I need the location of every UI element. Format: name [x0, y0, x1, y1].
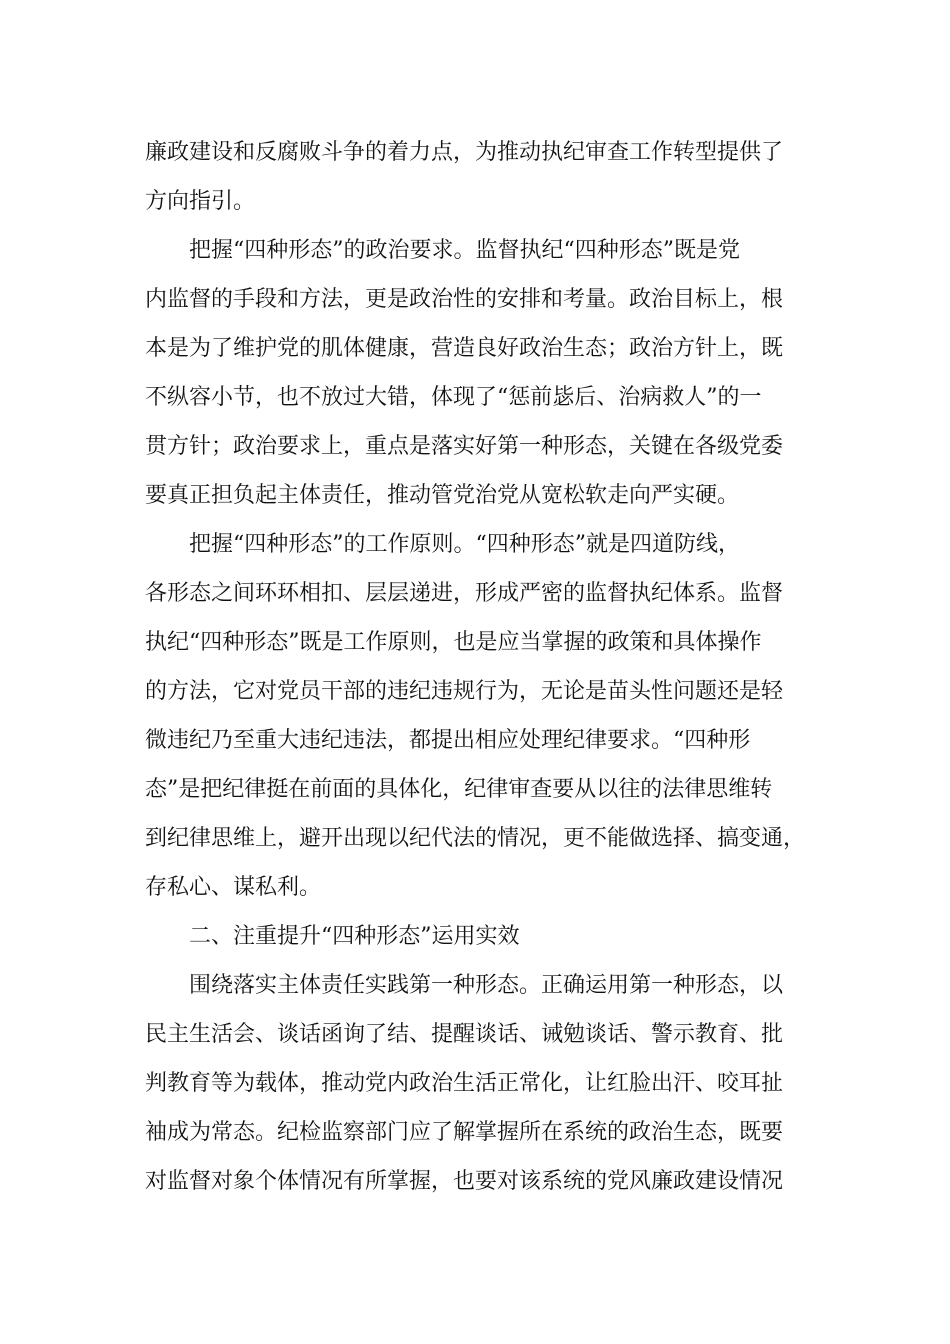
text-line: 民主生活会、谈话函询了结、提醒谈话、诫勉谈话、警示教育、批: [145, 1022, 784, 1047]
text-line: 廉政建设和反腐败斗争的着力点，为推动执纪审查工作转型提供了: [145, 140, 784, 165]
text-line: 存私心、谋私利。: [145, 875, 322, 900]
text-line: 的方法，它对党员干部的违纪违规行为，无论是苗头性问题还是轻: [145, 679, 784, 704]
text-line: 内监督的手段和方法，更是政治性的安排和考量。政治目标上，根: [145, 287, 784, 312]
text-line: 本是为了维护党的肌体健康，营造良好政治生态；政治方针上，既: [145, 336, 784, 361]
text-line: 方向指引。: [145, 189, 256, 214]
text-line: 二、注重提升“四种形态”运用实效: [189, 924, 520, 949]
text-line: 把握“四种形态”的工作原则。“四种形态”就是四道防线，: [189, 532, 740, 557]
text-line: 微违纪乃至重大违纪违法，都提出相应处理纪律要求。“四种形: [145, 728, 751, 753]
text-line: 不纵容小节，也不放过大错，体现了“惩前毖后、治病救人”的一: [145, 385, 762, 410]
text-line: 要真正担负起主体责任，推动管党治党从宽松软走向严实硬。: [145, 483, 740, 508]
text-line: 贯方针；政治要求上，重点是落实好第一种形态，关键在各级党委: [145, 434, 784, 459]
text-line: 判教育等为载体，推动党内政治生活正常化，让红脸出汗、咬耳扯: [145, 1071, 784, 1096]
text-line: 围绕落实主体责任实践第一种形态。正确运用第一种形态，以: [189, 973, 784, 998]
text-line: 袖成为常态。纪检监察部门应了解掌握所在系统的政治生态，既要: [145, 1120, 784, 1145]
text-line: 把握“四种形态”的政治要求。监督执纪“四种形态”既是党: [189, 238, 740, 263]
text-line: 执纪“四种形态”既是工作原则，也是应当掌握的政策和具体操作: [145, 630, 762, 655]
text-line: 对监督对象个体情况有所掌握，也要对该系统的党风廉政建设情况: [145, 1169, 784, 1194]
text-line: 到纪律思维上，避开出现以纪代法的情况，更不能做选择、搞变通，: [145, 826, 806, 851]
text-line: 态”是把纪律挺在前面的具体化，纪律审查要从以往的法律思维转: [145, 777, 773, 802]
body-text: [145, 128, 807, 1206]
text-line: 各形态之间环环相扣、层层递进，形成严密的监督执纪体系。监督: [145, 581, 784, 606]
